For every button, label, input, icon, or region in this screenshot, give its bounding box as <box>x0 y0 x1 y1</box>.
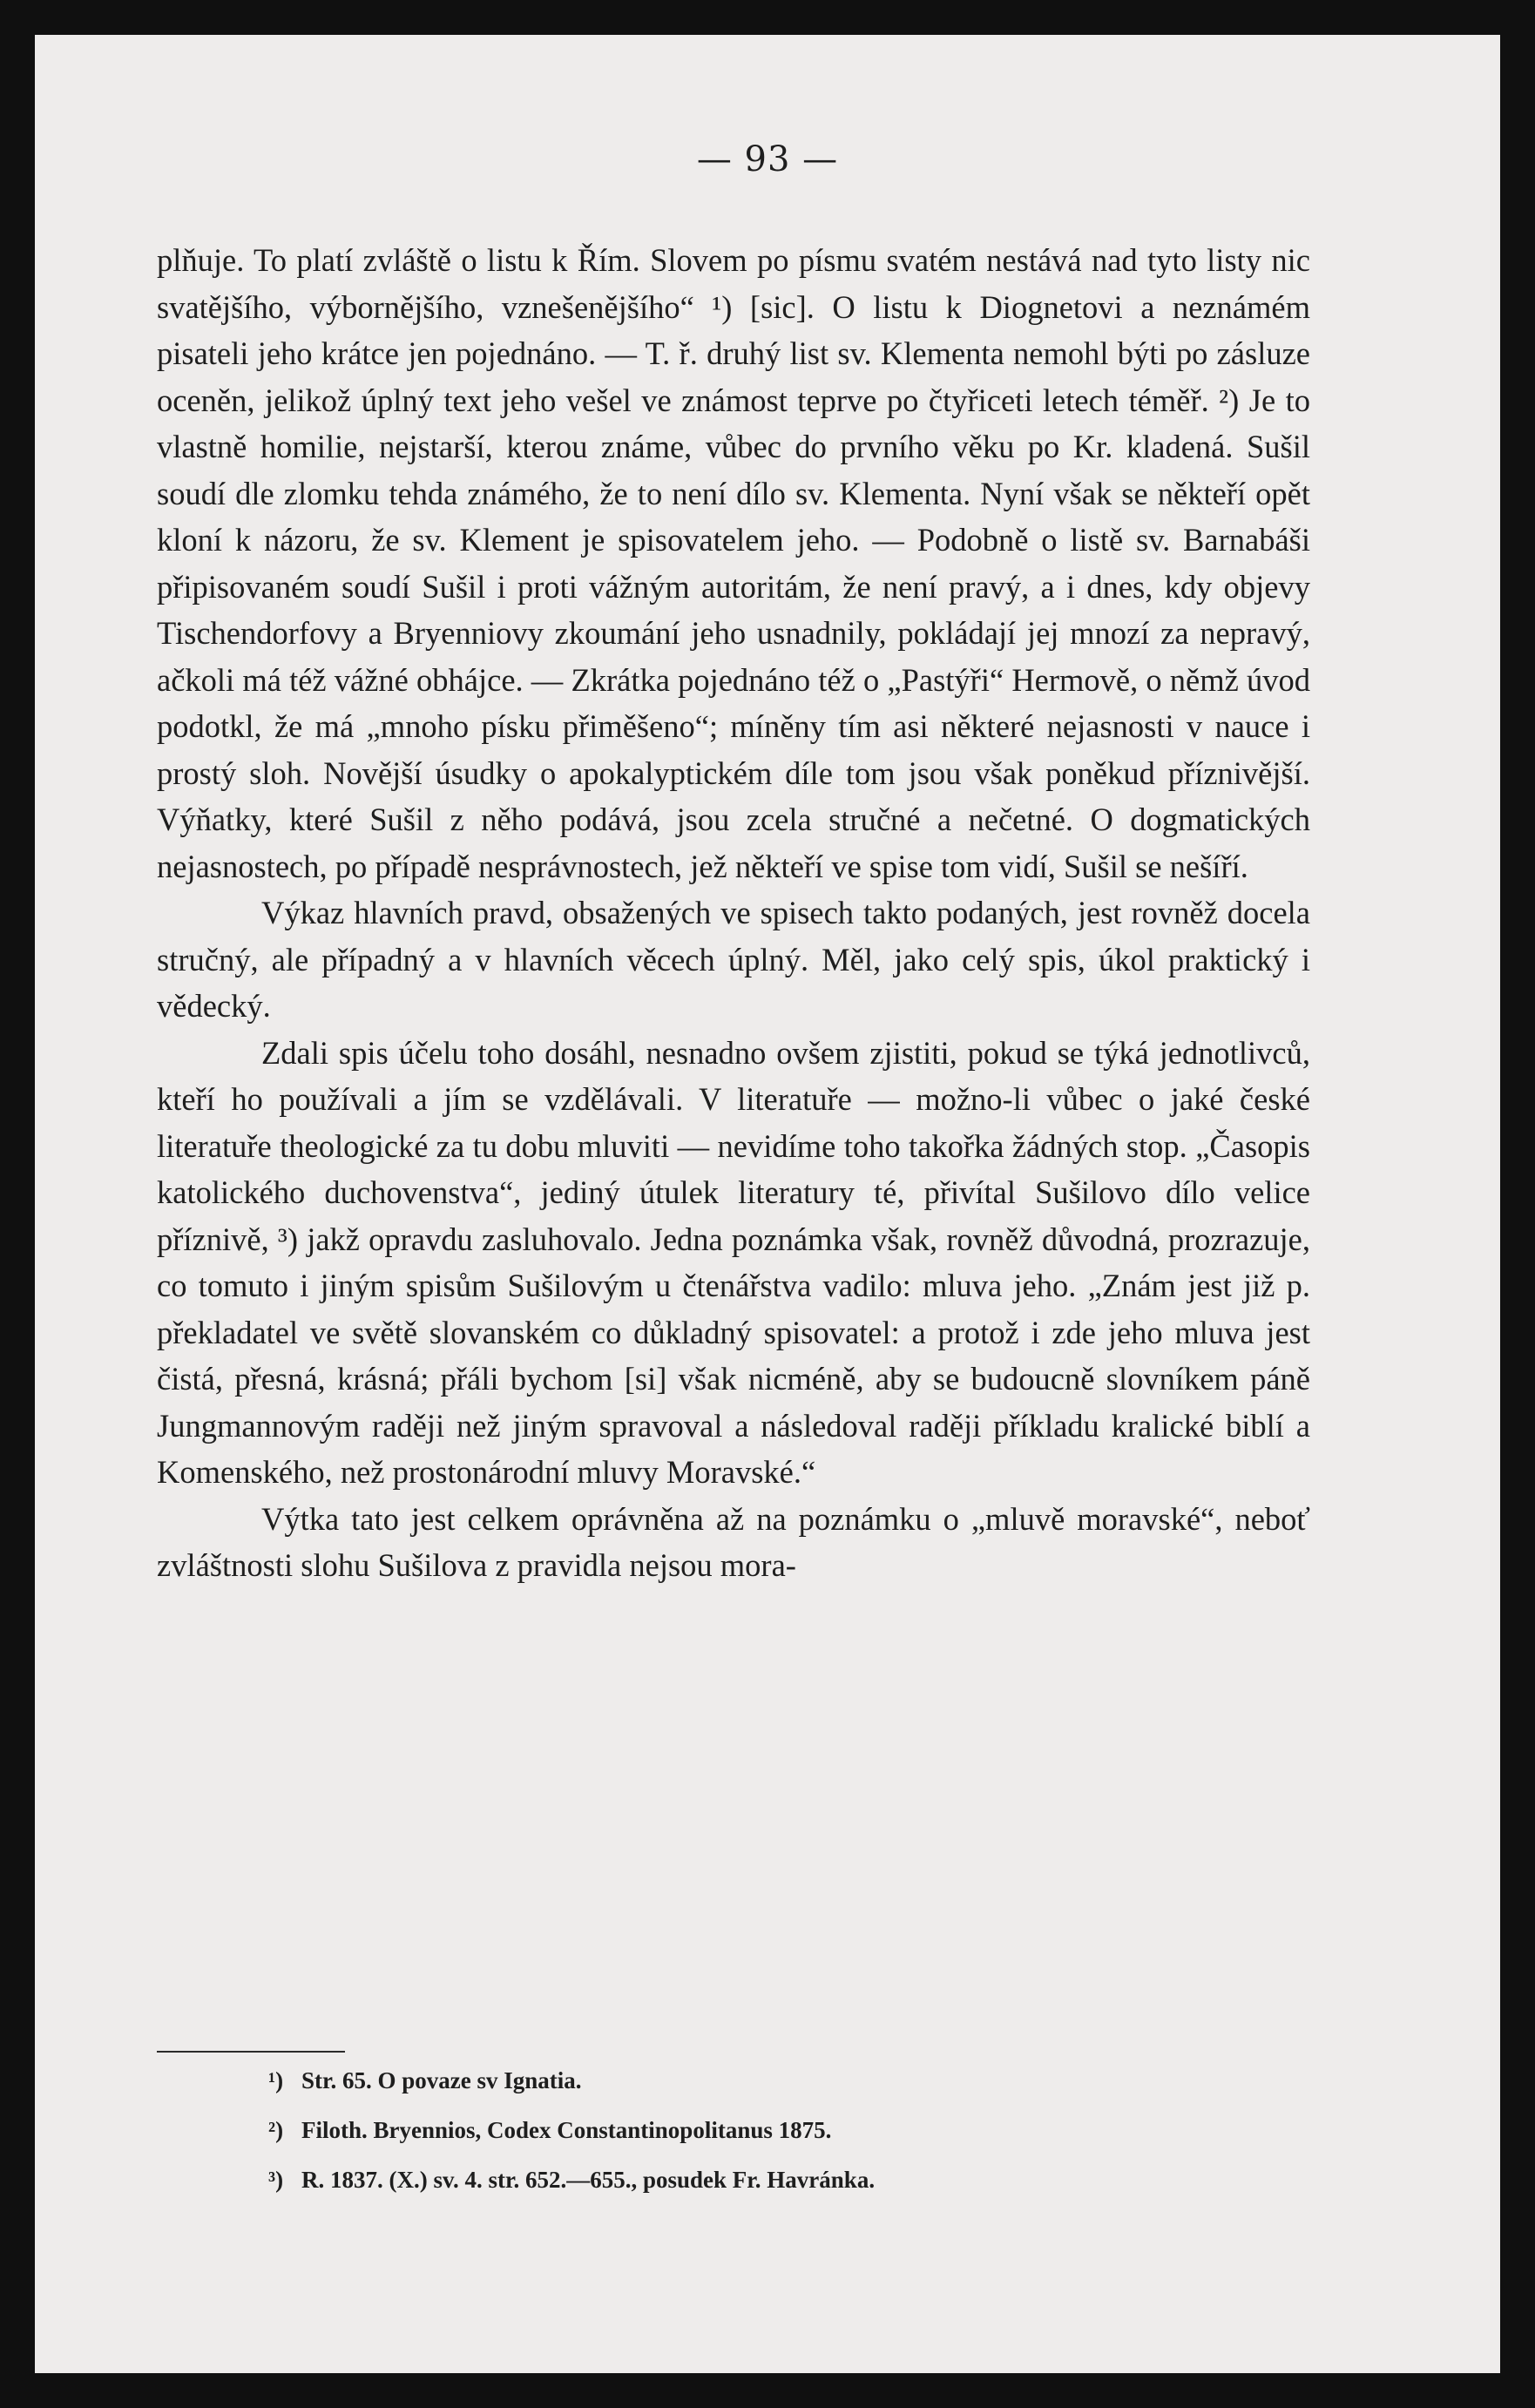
paragraph-2: Výkaz hlavních pravd, obsažených ve spisech takto podaných, jest rovněž docela stručný, ale případný a v hlavních věcech úplný. Měl, jako celý spis, úkol praktický i vědecký. <box>157 895 1310 1024</box>
footnote-mark: ¹) <box>268 2067 284 2093</box>
paragraph-4: Výtka tato jest celkem oprávněna až na poznámku o „mluvě moravské“, neboť zvláštnosti slohu Sušilova z pravidla nejsou mora- <box>157 1500 1310 1583</box>
footnote-divider <box>157 2051 345 2053</box>
footnote-text: Str. 65. O povaze sv Ignatia. <box>301 2067 582 2093</box>
footnote-text: Filoth. Bryennios, Codex Constantinopolitanus 1875. <box>301 2117 832 2143</box>
paragraph-1: plňuje. To platí zvláště o listu k Řím. Slovem po písmu svatém nestává nad tyto listy nic svatějšího, výbornějšího, vznešenějšího“ ¹) [sic]. O listu k Diognetovi a neznámém pisateli jeho krátce jen pojednáno. — T. ř. druhý list sv. Klementa nemohl býti po zásluze oceněn, jelikož úplný text jeho vešel ve známost teprve po čtyřiceti letech téměř. ²) Je to vlastně homilie, nejstarší, kterou známe, vůbec do prvního věku po Kr. kladená. Sušil soudí dle zlomku tehda známého, že to není dílo sv. Klementa. Nyní však se někteří opět kloní k názoru, že sv. Klement je spisovatelem jeho. — Podobně o listě sv. Barnabáši připisovaném soudí Sušil i proti vážným autoritám, že není pravý, a i dnes, kdy objevy Tischendorfovy a Bryenniovy zkoumání jeho usnadnily, pokládají jej mnozí za nepravý, ačkoli má též vážné obhájce. — Zkrátka pojednáno též o „Pastýři“ Hermově, o němž úvod podotkl, že má „mnoho písku přiměšeno“; míněny tím asi některé nejasnosti v nauce i prostý sloh. Novější úsudky o apokalyptickém díle tom jsou však poněkud příznivější. Výňatky, které Sušil z něho podává, jsou zcela stručné a nečetné. O dogmatických nejasnostech, po případě nesprávnostech, jež někteří ve spise tom vidí, Sušil se nešíří. <box>157 242 1310 884</box>
body-text <box>157 237 1310 1589</box>
footnotes <box>268 2056 1314 2205</box>
footnote-3 <box>268 2155 1314 2205</box>
footnote-1 <box>268 2056 1314 2106</box>
book-page <box>35 35 1500 2373</box>
paragraph-3: Zdali spis účelu toho dosáhl, nesnadno ovšem zjistiti, pokud se týká jednotlivců, kteří ho používali a jím se vzdělávali. V literatuře — možno-li vůbec o jaké české literatuře theologické za tu dobu mluviti — nevidíme toho takořka žádných stop. „Časopis katolického duchovenstva“, jediný útulek literatury té, přivítal Sušilovo dílo velice příznivě, ³) jakž opravdu zasluhovalo. Jedna poznámka však, rovněž důvodná, prozrazuje, co tomuto i jiným spisům Sušilovým u čtenářstva vadilo: mluva jeho. „Znám jest již p. překladatel ve světě slovanském co důkladný spisovatel: a protož i zde jeho mluva jest čistá, přesná, krásná; přáli bychom [si] však nicméně, aby se budoucně slovníkem páně Jungmannovým raději než jiným spravoval a následoval raději příkladu kralické biblí a Komenského, než prostonárodní mluvy Moravské.“ <box>157 1034 1310 1490</box>
page-number: — 93 — <box>696 139 839 179</box>
footnote-mark: ²) <box>268 2117 284 2143</box>
footnote-text: R. 1837. (X.) sv. 4. str. 652.—655., posudek Fr. Havránka. <box>301 2167 876 2193</box>
footnote-mark: ³) <box>268 2167 284 2193</box>
footnote-2 <box>268 2106 1314 2155</box>
